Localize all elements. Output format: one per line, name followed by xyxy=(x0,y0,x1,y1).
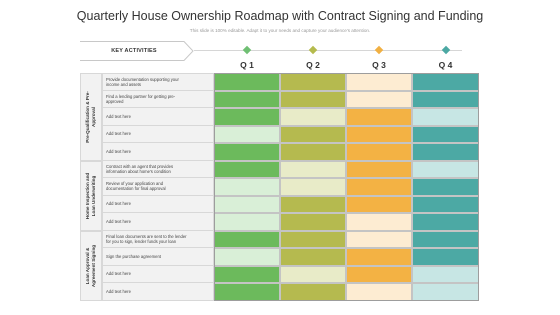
quarter-marker-icon xyxy=(309,46,317,54)
activity-row-text xyxy=(102,73,214,91)
activity-row-text xyxy=(102,178,214,196)
key-activities-label: KEY ACTIVITIES xyxy=(111,48,157,54)
timeline-line xyxy=(194,50,462,51)
quarter-cell xyxy=(412,213,479,231)
quarter-cell xyxy=(412,108,479,126)
quarter-cell xyxy=(214,108,280,126)
quarter-cell xyxy=(346,126,412,144)
quarter-cell xyxy=(280,178,346,196)
quarter-cell xyxy=(346,178,412,196)
quarter-cell xyxy=(280,91,346,109)
activity-text: Sign the purchase agreement xyxy=(106,253,161,259)
phase-group xyxy=(80,161,102,231)
activity-text: Review of your application and xyxy=(106,181,164,187)
activity-text: Add text here xyxy=(106,113,131,119)
quarter-cell xyxy=(346,266,412,284)
quarter-cell xyxy=(280,126,346,144)
quarter-cell xyxy=(280,231,346,249)
activity-row-text xyxy=(102,91,214,109)
quarter-label: Q 2 xyxy=(306,60,320,70)
quarter-cell xyxy=(412,248,479,266)
quarter-cell xyxy=(412,283,479,301)
quarter-cell xyxy=(346,143,412,161)
phase-group-label xyxy=(85,91,97,143)
activity-text: Add text here xyxy=(106,131,131,137)
quarter-marker-icon xyxy=(441,46,449,54)
quarter-cell xyxy=(214,161,280,179)
quarter-cell xyxy=(280,248,346,266)
quarter-cell xyxy=(214,231,280,249)
quarter-cell xyxy=(412,266,479,284)
activity-text: Add text here xyxy=(106,288,131,294)
quarter-cell xyxy=(412,73,479,91)
quarter-cell xyxy=(412,143,479,161)
page-subtitle: This slide is 100% editable. Adapt it to your needs and capture your audience's attention. xyxy=(189,28,371,33)
activity-row-text xyxy=(102,213,214,231)
activity-row-text xyxy=(102,161,214,179)
activity-row-text xyxy=(102,143,214,161)
quarter-cell xyxy=(346,196,412,214)
activity-row-text xyxy=(102,231,214,249)
activity-text: Contract with an agent that provides xyxy=(106,163,174,169)
quarter-cell xyxy=(346,91,412,109)
activity-text: documentation for final approval xyxy=(106,186,166,192)
quarter-cell xyxy=(412,178,479,196)
activity-row-text xyxy=(102,266,214,284)
quarter-cell xyxy=(346,73,412,91)
activity-text: Find a lending partner for getting pre- xyxy=(106,93,176,99)
activity-text: approved xyxy=(106,98,124,104)
quarter-cell xyxy=(346,161,412,179)
activity-text: for you to sign, lender funds your loan xyxy=(106,238,177,244)
activity-row-text xyxy=(102,283,214,301)
quarter-label: Q 4 xyxy=(438,60,453,70)
activity-text: Add text here xyxy=(106,218,131,224)
quarter-cell xyxy=(214,283,280,301)
phase-group xyxy=(80,73,102,161)
phase-label-line: Home Inspection and xyxy=(85,172,90,219)
quarter-cell xyxy=(214,143,280,161)
activity-text: information about home's condition xyxy=(106,168,171,174)
quarter-cell xyxy=(346,248,412,266)
quarter-cell xyxy=(412,231,479,249)
quarter-cell xyxy=(214,126,280,144)
quarter-cell xyxy=(214,248,280,266)
activity-text: income and assets xyxy=(106,81,141,87)
activity-text: Add text here xyxy=(106,271,131,277)
quarter-cell xyxy=(280,283,346,301)
quarter-cell xyxy=(412,126,479,144)
quarter-cell xyxy=(214,91,280,109)
quarter-cell xyxy=(346,283,412,301)
phase-group xyxy=(80,231,102,301)
phase-label-line: Loan Approval & xyxy=(85,247,90,284)
quarter-cell xyxy=(280,73,346,91)
activity-row-text xyxy=(102,248,214,266)
phase-label-line: Pre-Qualification & Pre- xyxy=(85,90,90,143)
quarter-cell xyxy=(346,213,412,231)
phase-label-line: Loan Underwriting xyxy=(91,175,96,216)
quarter-cell xyxy=(412,91,479,109)
quarter-cell xyxy=(214,266,280,284)
quarter-cell xyxy=(280,143,346,161)
phase-label-line: Approval xyxy=(91,106,96,127)
quarter-cell xyxy=(214,73,280,91)
quarter-marker-icon xyxy=(243,46,251,54)
quarter-cell xyxy=(346,231,412,249)
quarter-label: Q 3 xyxy=(372,60,386,70)
activity-text: Add text here xyxy=(106,201,131,207)
quarter-cell xyxy=(214,178,280,196)
activity-row-text xyxy=(102,126,214,144)
quarter-cell xyxy=(346,108,412,126)
quarter-cell xyxy=(280,213,346,231)
quarter-cell xyxy=(280,266,346,284)
phase-group-label xyxy=(85,172,97,218)
activity-row-text xyxy=(102,196,214,214)
quarter-cell xyxy=(412,161,479,179)
quarter-marker-icon xyxy=(375,46,383,54)
activity-text: Add text here xyxy=(106,148,131,154)
quarter-label: Q 1 xyxy=(240,60,254,70)
activity-text: Provide documentation supporting your xyxy=(106,76,179,82)
quarter-cell xyxy=(280,161,346,179)
quarter-cell xyxy=(280,196,346,214)
phase-label-line: Agreement Signing xyxy=(91,244,96,287)
quarter-cell xyxy=(280,108,346,126)
key-activities-header xyxy=(80,41,194,61)
phase-group-label xyxy=(85,244,97,286)
quarter-cell xyxy=(214,213,280,231)
activity-text: Final loan documents are sent to the lender xyxy=(106,233,187,239)
quarter-cell xyxy=(412,196,479,214)
activity-row-text xyxy=(102,108,214,126)
quarter-cell xyxy=(214,196,280,214)
page-title: Quarterly House Ownership Roadmap with Contract Signing and Funding xyxy=(76,9,484,23)
